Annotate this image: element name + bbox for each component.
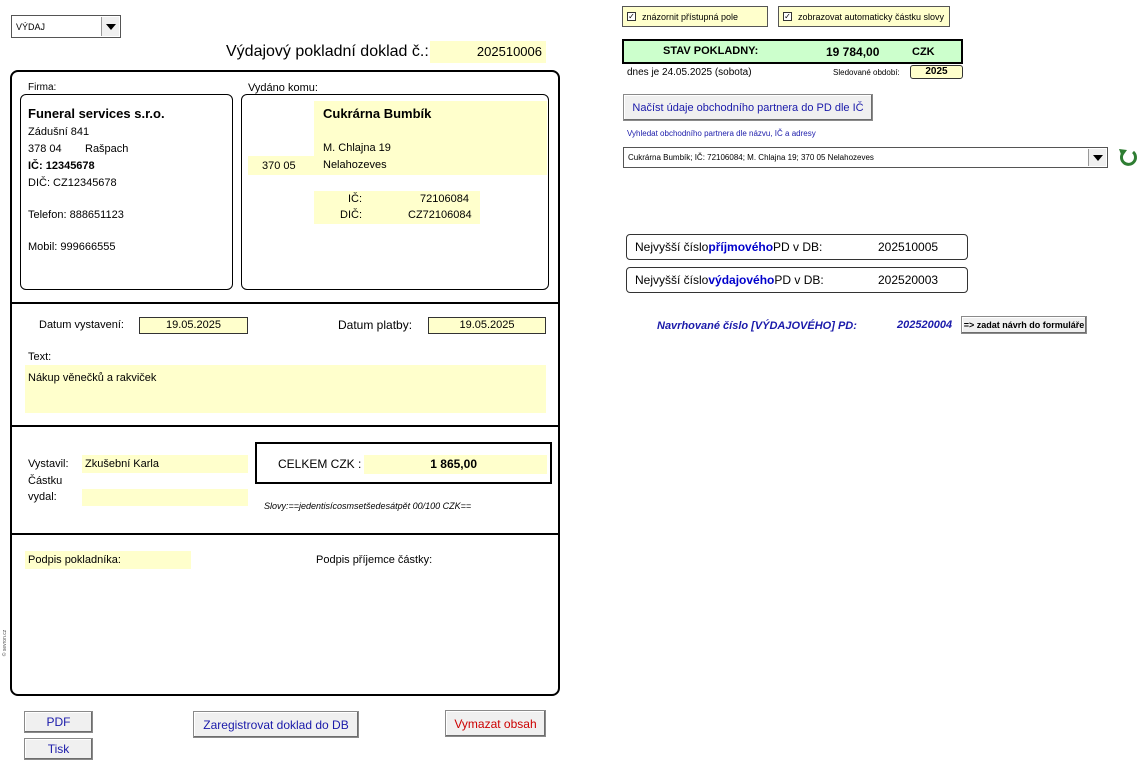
- copyright-text: © sevron.cz: [2, 629, 8, 657]
- issuer-box: [20, 94, 233, 290]
- register-button[interactable]: [193, 711, 359, 738]
- chevron-down-icon[interactable]: [1088, 149, 1106, 166]
- issuer-zip: 378 04: [28, 143, 62, 155]
- highest-expense-prefix: Nejvyšší číslo: [635, 273, 709, 287]
- load-partner-button-label: Načíst údaje obchodního partnera do PD dle IČ: [632, 101, 864, 114]
- doc-title: Výdajový pokladní doklad č.:: [226, 43, 429, 60]
- text-label: Text:: [28, 351, 52, 363]
- cash-status-currency: CZK: [912, 46, 935, 58]
- highest-expense-value: 202520003: [878, 273, 939, 287]
- pdf-button[interactable]: [24, 711, 93, 733]
- issuer-name: Funeral services s.r.o.: [28, 106, 165, 121]
- highest-income-emph: příjmového: [708, 240, 774, 254]
- total-label: CELKEM CZK :: [278, 457, 362, 471]
- partner-search-value: Cukrárna Bumbík; IČ: 72106084; M. Chlajna 19; 370 05 Nelahozeves: [628, 153, 874, 162]
- issuer-phone: Telefon: 888651123: [28, 209, 124, 221]
- total-words: Slovy:==jedentisícosmsetšedesátpět 00/100 CZK==: [264, 501, 472, 511]
- suggested-value: 202520004: [897, 319, 953, 331]
- highest-expense-box: [626, 267, 968, 293]
- use-suggestion-button[interactable]: [961, 316, 1087, 334]
- highest-income-suffix: PD v DB:: [773, 240, 823, 254]
- period-label: Sledované období:: [833, 68, 900, 77]
- highest-income-value: 202510005: [878, 240, 939, 254]
- checkmark-icon: ✓: [628, 12, 635, 21]
- use-suggestion-button-label: => zadat návrh do formuláře: [963, 320, 1085, 330]
- issuer-mobile: Mobil: 999666555: [28, 241, 116, 253]
- show-words-label: zobrazovat automaticky částku slovy: [798, 11, 945, 22]
- highest-income-box: [626, 234, 968, 260]
- highest-income-prefix: Nejvyšší číslo: [635, 240, 709, 254]
- issued-date-field[interactable]: [139, 317, 248, 334]
- divider: [11, 533, 559, 535]
- recipient-name: Cukrárna Bumbík: [323, 106, 432, 121]
- period-value: 2025: [925, 66, 948, 77]
- refresh-icon[interactable]: [1117, 146, 1139, 168]
- print-button[interactable]: [24, 738, 93, 760]
- clear-button[interactable]: [445, 710, 546, 737]
- clear-button-label: Vymazat obsah: [454, 716, 537, 731]
- show-fields-label: znázornit přístupná pole: [642, 11, 739, 22]
- issuer-ic: IČ: 12345678: [28, 160, 95, 172]
- divider: [11, 425, 559, 427]
- chevron-down-icon[interactable]: [101, 17, 119, 36]
- highest-expense-suffix: PD v DB:: [774, 273, 824, 287]
- issuer-section-label: Firma:: [28, 82, 57, 93]
- pdf-button-label: PDF: [46, 715, 71, 729]
- partner-search-label: Vyhledat obchodního partnera dle názvu, IČ a adresy: [627, 129, 816, 138]
- paid-by-field[interactable]: [82, 489, 248, 506]
- recipient-dic-label: DIČ:: [340, 209, 362, 221]
- total-field[interactable]: [364, 455, 547, 474]
- issued-by-field[interactable]: [82, 455, 248, 473]
- recipient-zip: 370 05: [262, 160, 296, 172]
- issuer-dic: DIČ: CZ12345678: [28, 177, 117, 189]
- doc-type-select[interactable]: [11, 15, 121, 38]
- today-text: dnes je 24.05.2025 (sobota): [627, 67, 752, 78]
- period-field[interactable]: [910, 65, 963, 79]
- doc-number-field[interactable]: [430, 41, 546, 63]
- payment-date-label: Datum platby:: [338, 318, 413, 332]
- divider: [11, 302, 559, 304]
- issued-date-label: Datum vystavení:: [39, 319, 124, 331]
- partner-search-select[interactable]: [623, 147, 1108, 168]
- recipient-ic-label: IČ:: [348, 193, 363, 205]
- recipient-street: M. Chlajna 19: [323, 142, 391, 154]
- paid-by-label-line1: Částku: [28, 475, 63, 487]
- cash-status-label: STAV POKLADNY:: [663, 45, 759, 57]
- cashier-signature-label: Podpis pokladníka:: [28, 554, 121, 566]
- checkmark-icon: ✓: [784, 12, 791, 21]
- issued-date-value: 19.05.2025: [165, 319, 222, 331]
- register-button-label: Zaregistrovat doklad do DB: [203, 717, 349, 732]
- suggested-label: Navrhované číslo [VÝDAJOVÉHO] PD:: [657, 320, 857, 332]
- show-fields-checkbox[interactable]: [622, 6, 768, 27]
- highest-expense-emph: výdajového: [708, 273, 775, 287]
- issuer-street: Zádušní 841: [28, 126, 90, 138]
- payment-date-field[interactable]: [428, 317, 546, 334]
- print-button-label: Tisk: [47, 742, 70, 756]
- doc-number-value: 202510006: [476, 44, 542, 59]
- issuer-city: Rašpach: [85, 143, 129, 155]
- issued-by-label: Vystavil:: [28, 458, 69, 470]
- paid-by-label-line2: vydal:: [28, 491, 57, 503]
- issued-by-value: Zkušební Karla: [85, 458, 159, 470]
- text-field[interactable]: [25, 365, 546, 413]
- payment-date-value: 19.05.2025: [459, 319, 515, 331]
- total-value: 1 865,00: [430, 457, 477, 471]
- recipient-ic-value: 72106084: [420, 193, 469, 205]
- recipient-dic-value: CZ72106084: [408, 209, 472, 221]
- recipient-city: Nelahozeves: [323, 159, 387, 171]
- receiver-signature-label: Podpis příjemce částky:: [316, 554, 433, 566]
- doc-type-value: VÝDAJ: [16, 22, 46, 32]
- text-value: Nákup věnečků a rakviček: [28, 372, 157, 384]
- load-partner-button[interactable]: [623, 94, 873, 121]
- show-words-checkbox[interactable]: [778, 6, 950, 27]
- cash-status-value: 19 784,00: [826, 45, 880, 59]
- recipient-section-label: Vydáno komu:: [248, 82, 318, 94]
